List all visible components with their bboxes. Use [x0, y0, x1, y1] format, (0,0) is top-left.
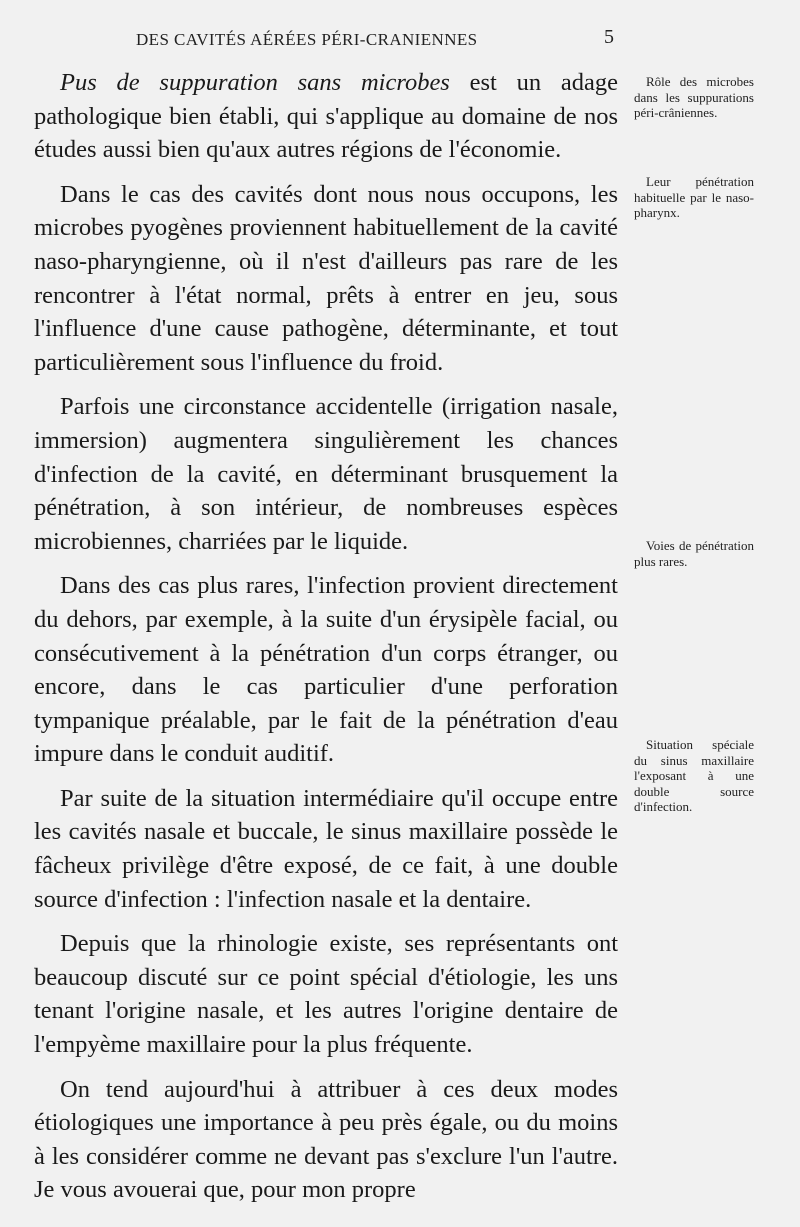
- paragraph-text: Parfois une circonstance accidentelle (irrigation nasale, immersion) augmentera singulièrement les chances d'infection de la cavité, en déterminant brusquement la pénétration, à son intérieur, de nombreuses espèces microbiennes, charriées par le liquide.: [34, 393, 618, 555]
- main-text-column: [34, 66, 618, 1218]
- running-title: DES CAVITÉS AÉRÉES PÉRI-CRANIENNES: [136, 30, 478, 49]
- italic-phrase: Pus de suppuration sans microbes: [60, 69, 450, 96]
- paragraph: [34, 390, 618, 558]
- margin-note-microbes: Rôle des microbes dans les suppurations péri-crâniennes.: [634, 74, 754, 120]
- paragraph-text: On tend aujourd'hui à attribuer à ces deux modes étiologiques une importance à peu près égale, ou du moins à les considérer comme ne devant pas s'exclure l'un l'autre. Je vous avouerai que, pour mon propre: [34, 1075, 618, 1204]
- margin-note-maxillary-sinus: Situation spéciale du sinus maxillaire l'exposant à une double source d'infection.: [634, 737, 754, 814]
- paragraph: [34, 66, 618, 167]
- paragraph: [34, 1073, 618, 1207]
- paragraph: [34, 178, 618, 380]
- paragraph-text: est un adage pathologique bien établi, qui s'applique au domaine de nos études aussi bien qu'aux autres régions de l'économie.: [34, 69, 618, 164]
- paragraph-text: Dans le cas des cavités dont nous nous occupons, les microbes pyogènes proviennent habituellement de la cavité naso-pharyngienne, où il n'est d'ailleurs pas rare de les rencontrer à l'état normal, prêts à entrer en jeu, sous l'influence d'une cause pathogène, déterminante, et tout particulièrement sous l'influence du froid.: [34, 180, 618, 376]
- paragraph-text: Depuis que la rhinologie existe, ses représentants ont beaucoup discuté sur ce point spécial d'étiologie, les uns tenant l'origine nasale, et les autres l'origine dentaire de l'empyème maxillaire pour la plus fréquente.: [34, 930, 618, 1059]
- paragraph: [34, 782, 618, 916]
- margin-note-rare-routes: Voies de pénétration plus rares.: [634, 538, 754, 569]
- paragraph: [34, 569, 618, 771]
- margin-note-penetration: Leur pénétration habituelle par le naso-pharynx.: [634, 174, 754, 220]
- paragraph-text: Par suite de la situation intermédiaire qu'il occupe entre les cavités nasale et buccale, le sinus maxillaire possède le fâcheux privilège d'être exposé, de ce fait, à une double source d'infection : l'infection nasale et la dentaire.: [34, 784, 618, 913]
- paragraph: [34, 927, 618, 1061]
- paragraph-text: Dans des cas plus rares, l'infection provient directement du dehors, par exemple, à la suite d'un érysipèle facial, ou consécutivement à la pénétration d'un corps étranger, ou encore, dans le cas particulier d'une perforation tympanique préalable, par le fait de la pénétration d'eau impure dans le conduit auditif.: [34, 572, 618, 768]
- page-number: 5: [604, 26, 614, 48]
